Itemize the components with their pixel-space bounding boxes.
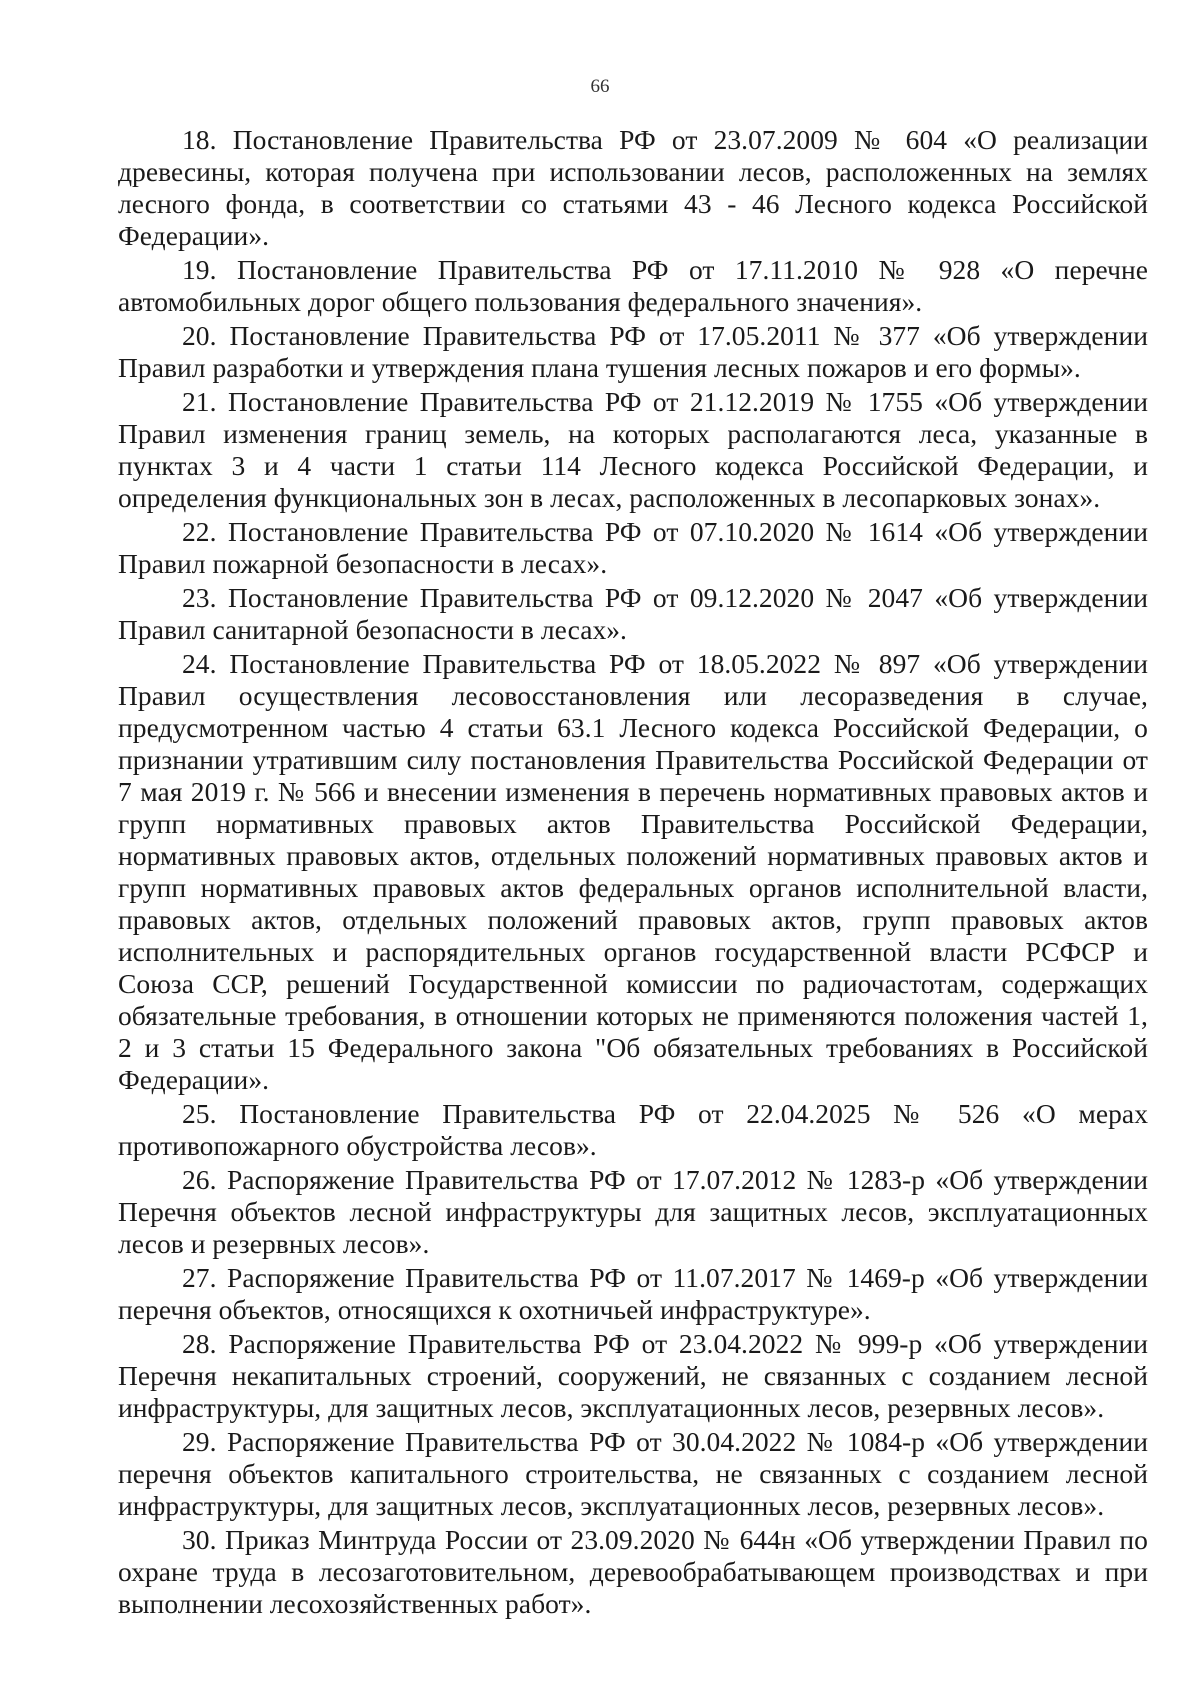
item-number: 19. [182, 254, 217, 285]
item-number: 18. [182, 124, 217, 155]
item-number: 20. [182, 320, 217, 351]
item-number: 22. [182, 516, 217, 547]
item-number: 25. [182, 1098, 217, 1129]
item-text: Распоряжение Правительства РФ от 17.07.2012 № 1283-р «Об утверждении Перечня объектов лесной инфраструктуры для защитных лесов, эксплуатационных лесов и резервных лесов». [118, 1164, 1149, 1259]
list-item [118, 648, 1148, 1096]
item-number: 24. [182, 648, 217, 679]
list-item [118, 582, 1148, 646]
list-item [118, 254, 1148, 318]
item-text: Распоряжение Правительства РФ от 11.07.2017 № 1469-р «Об утверждении перечня объектов, относящихся к охотничьей инфраструктуре». [118, 1262, 1148, 1325]
item-number: 30. [182, 1524, 217, 1555]
item-number: 23. [182, 582, 217, 613]
list-item [118, 1328, 1148, 1424]
item-text: Постановление Правительства РФ от 23.07.2009 № 604 «О реализации древесины, которая получена при использовании лесов, расположенных на землях лесного фонда, в соответствии со статьями 43 - 46 Лесного кодекса Российской Федерации». [118, 124, 1148, 251]
item-number: 21. [182, 386, 217, 417]
item-text: Постановление Правительства РФ от 17.11.2010 № 928 «О перечне автомобильных дорог общего пользования федерального значения». [118, 254, 1148, 317]
list-item [118, 1098, 1148, 1162]
page-number: 66 [590, 76, 610, 97]
list-item [118, 124, 1148, 252]
list-item [118, 516, 1148, 580]
item-text: Постановление Правительства РФ от 09.12.2020 № 2047 «Об утверждении Правил санитарной безопасности в лесах». [118, 582, 1148, 645]
item-number: 28. [182, 1328, 217, 1359]
list-item [118, 1262, 1148, 1326]
item-number: 27. [182, 1262, 217, 1293]
item-text: Постановление Правительства РФ от 07.10.2020 № 1614 «Об утверждении Правил пожарной безопасности в лесах». [118, 516, 1148, 579]
item-text: Распоряжение Правительства РФ от 30.04.2022 № 1084-р «Об утверждении перечня объектов капитального строительства, не связанных с созданием лесной инфраструктуры, для защитных лесов, эксплуатационных лесов, резервных лесов». [118, 1426, 1149, 1521]
legal-acts-list [118, 124, 1148, 1622]
list-item [118, 386, 1148, 514]
item-text: Приказ Минтруда России от 23.09.2020 № 644н «Об утверждении Правил по охране труда в лесозаготовительном, деревообрабатывающем производствах и при выполнении лесохозяйственных работ». [118, 1524, 1148, 1619]
item-text: Постановление Правительства РФ от 18.05.2022 № 897 «Об утверждении Правил осуществления лесовосстановления или лесоразведения в случае, предусмотренном частью 4 статьи 63.1 Лесного кодекса Российской Федерации, о признании утратившим силу постановления Правительства Российской Федерации от 7 мая 2019 г. № 566 и внесении изменения в перечень нормативных правовых актов и групп нормативных правовых актов Правительства Российской Федерации, нормативных правовых актов, отдельных положений нормативных правовых актов и групп нормативных правовых актов федеральных органов исполнительной власти, правовых актов, отдельных положений правовых актов, групп правовых актов исполнительных и распорядительных органов государственной власти РСФСР и Союза ССР, решений Государственной комиссии по радиочастотам, содержащих обязательные требования, в отношении которых не применяются положения частей 1, 2 и 3 статьи 15 Федерального закона "Об обязательных требованиях в Российской Федерации». [118, 648, 1148, 1095]
item-text: Распоряжение Правительства РФ от 23.04.2022 № 999-р «Об утверждении Перечня некапитальных строений, сооружений, не связанных с созданием лесной инфраструктуры, для защитных лесов, эксплуатационных лесов, резервных лесов». [118, 1328, 1148, 1423]
item-number: 29. [182, 1426, 217, 1457]
list-item [118, 1164, 1148, 1260]
item-number: 26. [182, 1164, 217, 1195]
list-item [118, 320, 1148, 384]
item-text: Постановление Правительства РФ от 22.04.2025 № 526 «О мерах противопожарного обустройства лесов». [118, 1098, 1148, 1161]
list-item [118, 1426, 1148, 1522]
list-item [118, 1524, 1148, 1620]
item-text: Постановление Правительства РФ от 21.12.2019 № 1755 «Об утверждении Правил изменения границ земель, на которых располагаются леса, указанные в пунктах 3 и 4 части 1 статьи 114 Лесного кодекса Российской Федерации, и определения функциональных зон в лесах, расположенных в лесопарковых зонах». [118, 386, 1148, 513]
item-text: Постановление Правительства РФ от 17.05.2011 № 377 «Об утверждении Правил разработки и утверждения плана тушения лесных пожаров и его формы». [118, 320, 1148, 383]
